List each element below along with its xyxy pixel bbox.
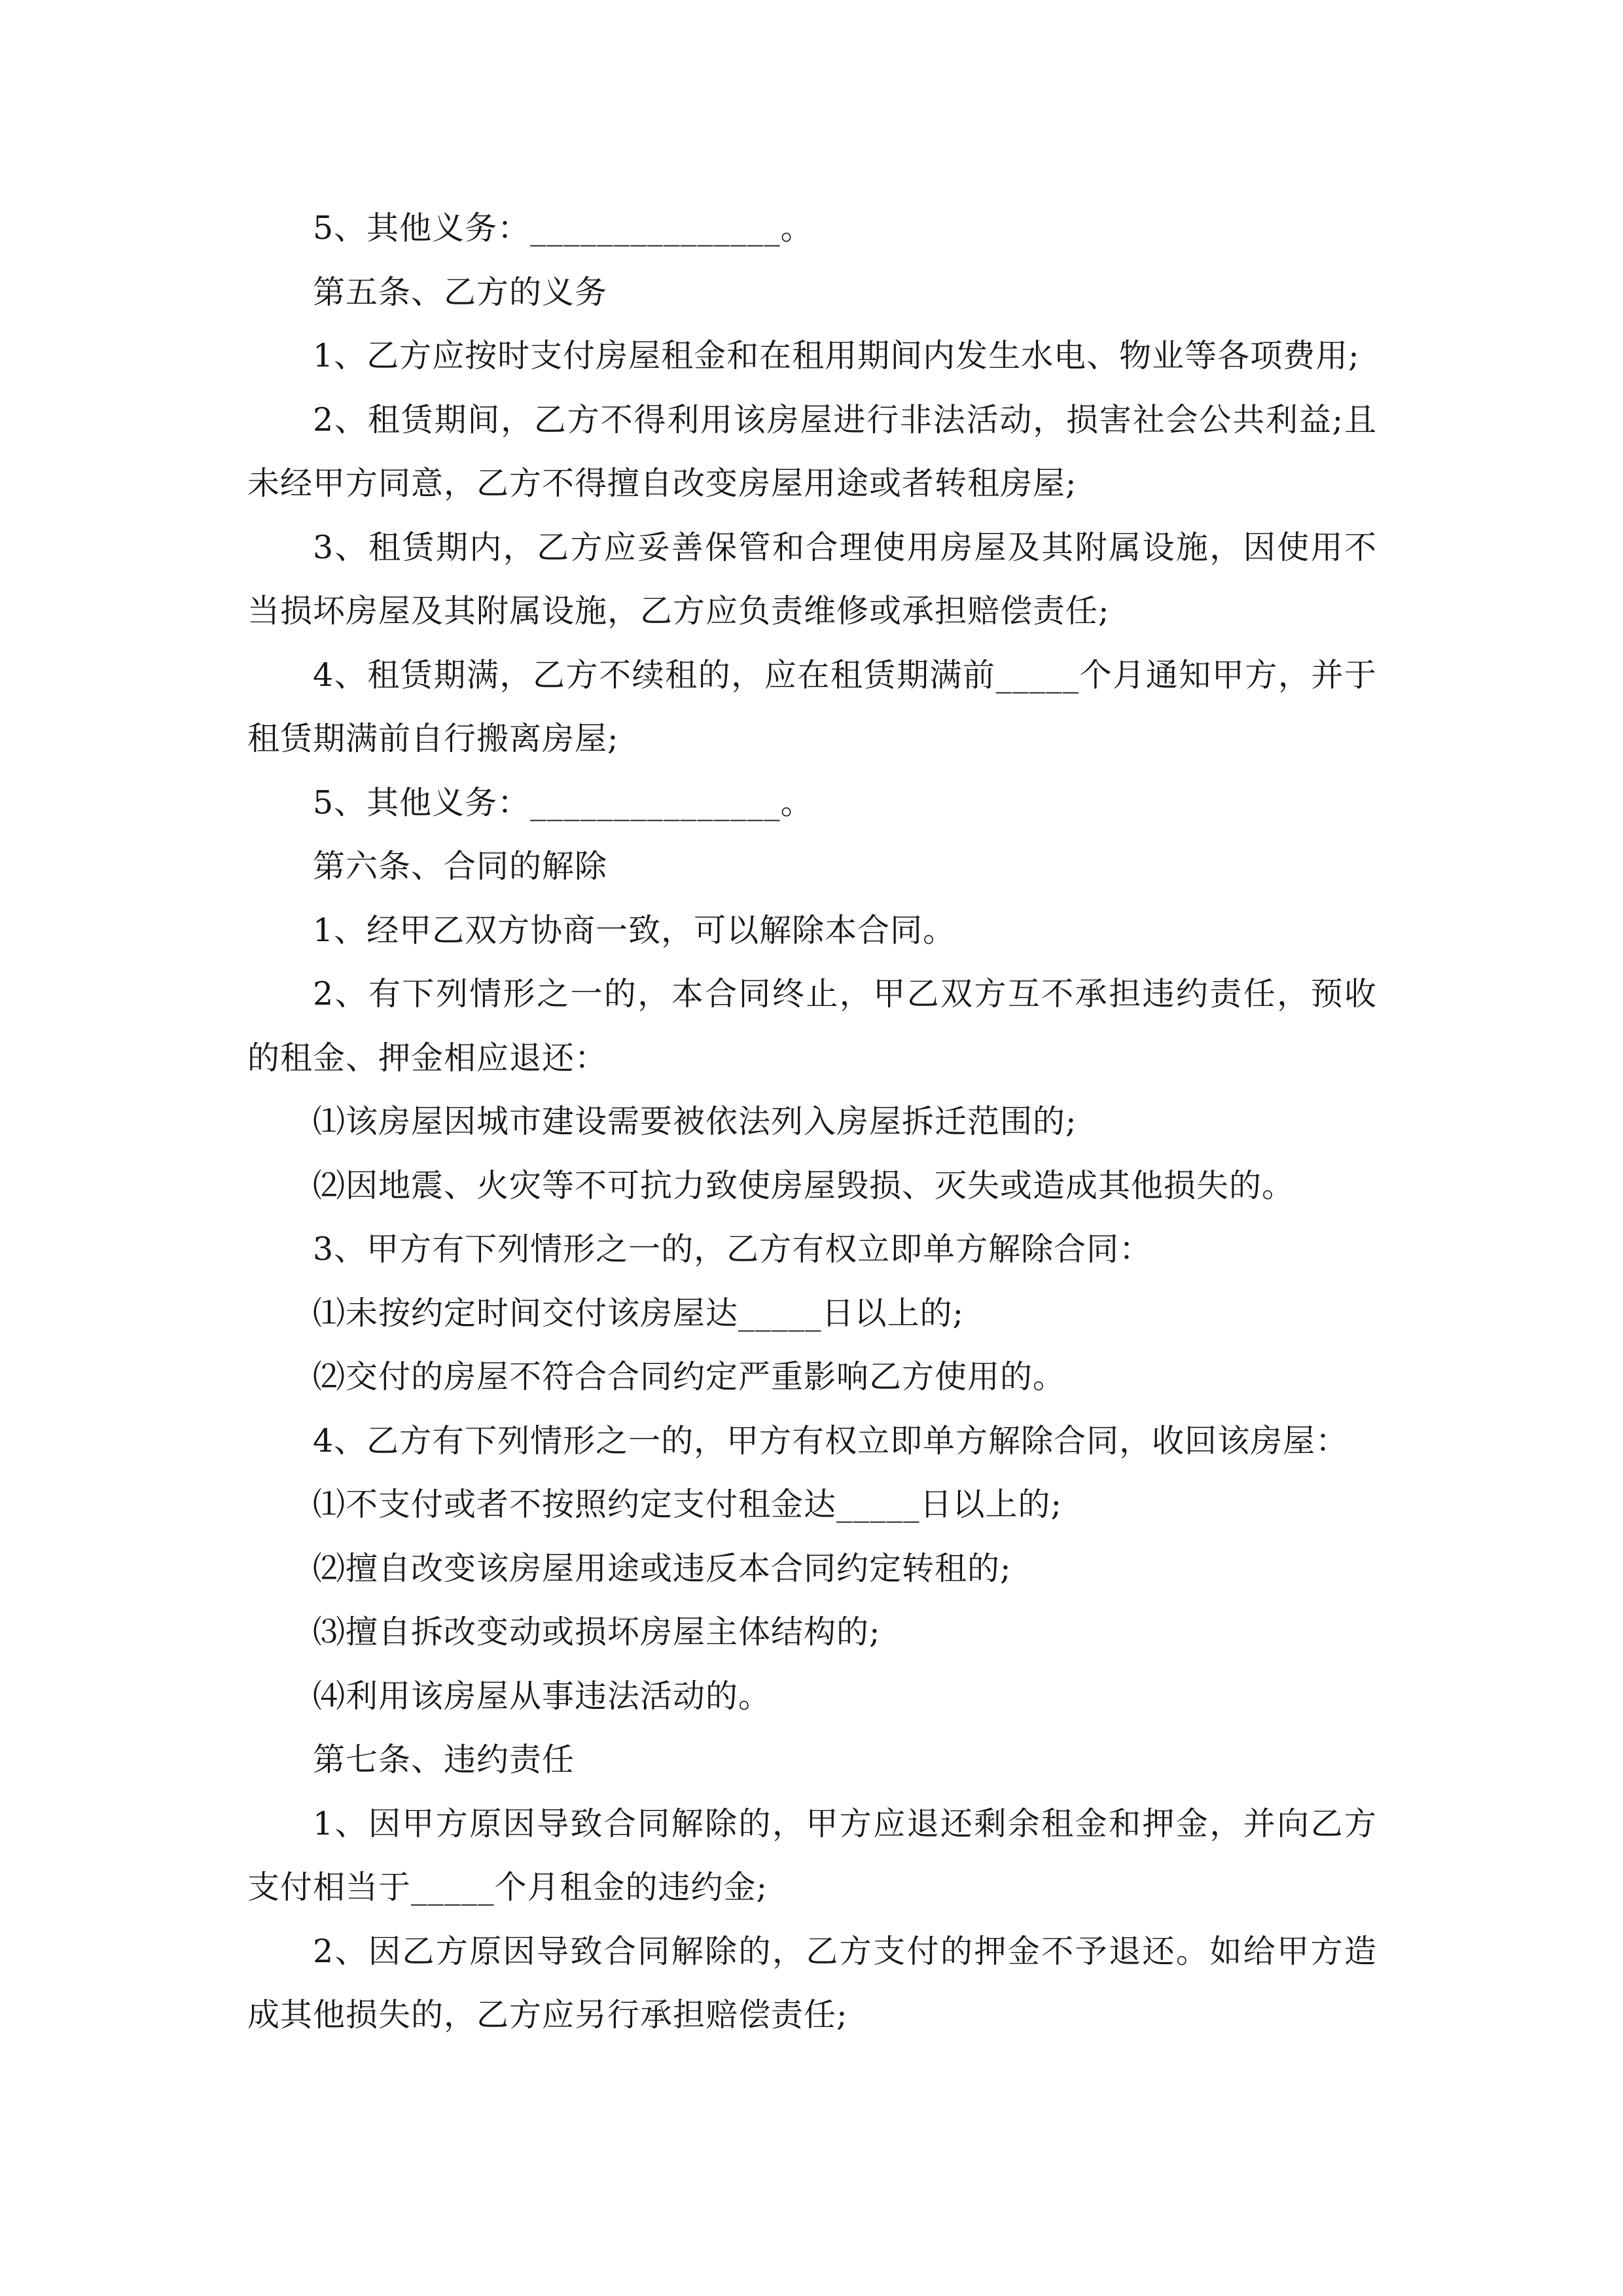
list-item: ⑴不支付或者不按照约定支付租金达_____日以上的;	[313, 1486, 1063, 1523]
document-body	[247, 196, 1377, 2047]
paragraph: 4、乙方有下列情形之一的，甲方有权立即单方解除合同，收回该房屋：	[313, 1422, 1349, 1460]
section-heading: 第七条、违约责任	[313, 1741, 575, 1778]
paragraph: 3、租赁期内，乙方应妥善保管和合理使用房屋及其附属设施，因使用不当损坏房屋及其附属设施，乙方应负责维修或承担赔偿责任;	[247, 528, 1377, 630]
list-item: ⑵擅自改变该房屋用途或违反本合同约定转租的;	[313, 1549, 1012, 1587]
list-item: ⑴未按约定时间交付该房屋达_____日以上的;	[313, 1294, 965, 1332]
paragraph: 5、其他义务：_______________。	[313, 209, 813, 247]
paragraph: 1、因甲方原因导致合同解除的，甲方应退还剩余租金和押金，并向乙方支付相当于_____个月租金的违约金;	[247, 1804, 1377, 1906]
section-heading: 第五条、乙方的义务	[313, 273, 608, 311]
list-item: ⑵因地震、火灾等不可抗力致使房屋毁损、灭失或造成其他损失的。	[313, 1166, 1295, 1204]
paragraph: 2、有下列情形之一的，本合同终止，甲乙双方互不承担违约责任，预收的租金、押金相应退还：	[247, 975, 1377, 1077]
list-item: ⑶擅自拆改变动或损坏房屋主体结构的;	[313, 1613, 881, 1651]
paragraph: 3、甲方有下列情形之一的，乙方有权立即单方解除合同：	[313, 1230, 1152, 1268]
list-item: ⑴该房屋因城市建设需要被依法列入房屋拆迁范围的;	[313, 1103, 1077, 1140]
section-heading: 第六条、合同的解除	[313, 848, 608, 885]
paragraph: 1、乙方应按时支付房屋租金和在租用期间内发生水电、物业等各项费用;	[313, 337, 1360, 374]
paragraph: 4、租赁期满，乙方不续租的，应在租赁期满前_____个月通知甲方，并于租赁期满前自行搬离房屋;	[247, 656, 1377, 757]
paragraph: 2、租赁期间，乙方不得利用该房屋进行非法活动，损害社会公共利益;且未经甲方同意，乙方不得擅自改变房屋用途或者转租房屋;	[247, 401, 1377, 502]
list-item: ⑵交付的房屋不符合合同约定严重影响乙方使用的。	[313, 1358, 1066, 1395]
paragraph: 5、其他义务：_______________。	[313, 783, 813, 821]
list-item: ⑷利用该房屋从事违法活动的。	[313, 1677, 772, 1715]
paragraph: 1、经甲乙双方协商一致，可以解除本合同。	[313, 911, 956, 949]
paragraph: 2、因乙方原因导致合同解除的，乙方支付的押金不予退还。如给甲方造成其他损失的，乙方应另行承担赔偿责任;	[247, 1932, 1377, 2034]
